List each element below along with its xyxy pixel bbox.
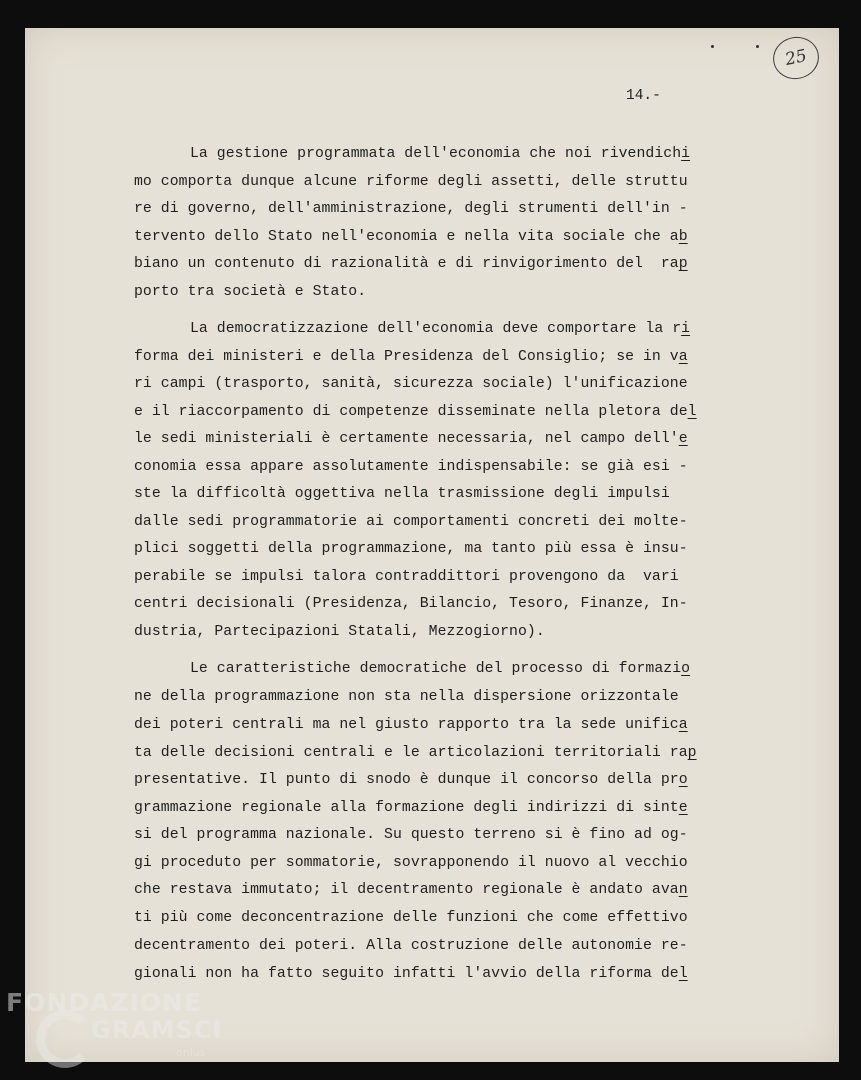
text-line: biano un contenuto di razionalità e di rinvigorimento del rap [134,256,688,272]
text-line: e il riaccorpamento di competenze disseminate nella pletora del [134,404,697,420]
text-line: La democratizzazione dell'economia deve comportare la ri [190,321,691,337]
watermark-line1: FONDAZIONE [6,988,203,1017]
text-line: Le caratteristiche democratiche del processo di formazio [190,661,691,677]
text-line: gi proceduto per sommatorie, sovrapponendo il nuovo al vecchio [134,855,688,871]
text-line: decentramento dei poteri. Alla costruzione delle autonomie re- [134,938,688,954]
ink-dot [756,45,759,48]
text-line: grammazione regionale alla formazione degli indirizzi di sinte [134,800,688,816]
text-line: ti più come deconcentrazione delle funzioni che come effettivo [134,910,688,926]
text-line: perabile se impulsi talora contraddittori provengono da vari [134,569,679,585]
watermark-g-logo-icon [36,1010,94,1068]
text-line: dustria, Partecipazioni Statali, Mezzogiorno). [134,624,545,640]
archive-page-stamp: 25 [769,33,823,84]
text-line: mo comporta dunque alcune riforme degli assetti, delle struttu [134,174,688,190]
text-line: le sedi ministeriali è certamente necessaria, nel campo dell'e [134,431,688,447]
ink-dot [711,45,714,48]
text-line: conomia essa appare assolutamente indispensabile: se già esi - [134,459,688,475]
text-line: gionali non ha fatto seguito infatti l'avvio della riforma del [134,966,688,982]
text-line: ne della programmazione non sta nella dispersione orizzontale [134,689,679,705]
text-line: forma dei ministeri e della Presidenza del Consiglio; se in va [134,349,688,365]
watermark-line2: GRAMSCI [91,1016,223,1044]
text-line: dei poteri centrali ma nel giusto rapporto tra la sede unifica [134,717,688,733]
text-line: tervento dello Stato nell'economia e nella vita sociale che ab [134,229,688,245]
text-line: presentative. Il punto di snodo è dunque il concorso della pro [134,772,688,788]
text-line: ta delle decisioni centrali e le articolazioni territoriali rap [134,745,697,761]
text-line: plici soggetti della programmazione, ma tanto più essa è insu- [134,541,688,557]
text-line: centri decisionali (Presidenza, Bilancio, Tesoro, Finanze, In- [134,596,688,612]
text-line: ri campi (trasporto, sanità, sicurezza sociale) l'unificazione [134,376,688,392]
text-line: dalle sedi programmatorie ai comportamenti concreti dei molte- [134,514,688,530]
text-line: re di governo, dell'amministrazione, degli strumenti dell'in - [134,201,688,217]
text-line: si del programma nazionale. Su questo terreno si è fino ad og- [134,827,688,843]
text-line: ste la difficoltà oggettiva nella trasmissione degli impulsi [134,486,670,502]
watermark-line3: onlus [176,1046,206,1059]
fondazione-gramsci-watermark [6,988,226,1078]
text-line: che restava immutato; il decentramento regionale è andato avan [134,882,688,898]
text-line: La gestione programmata dell'economia che noi rivendichi [190,146,691,162]
page-number: 14.- [626,88,661,104]
text-line: porto tra società e Stato. [134,284,367,300]
